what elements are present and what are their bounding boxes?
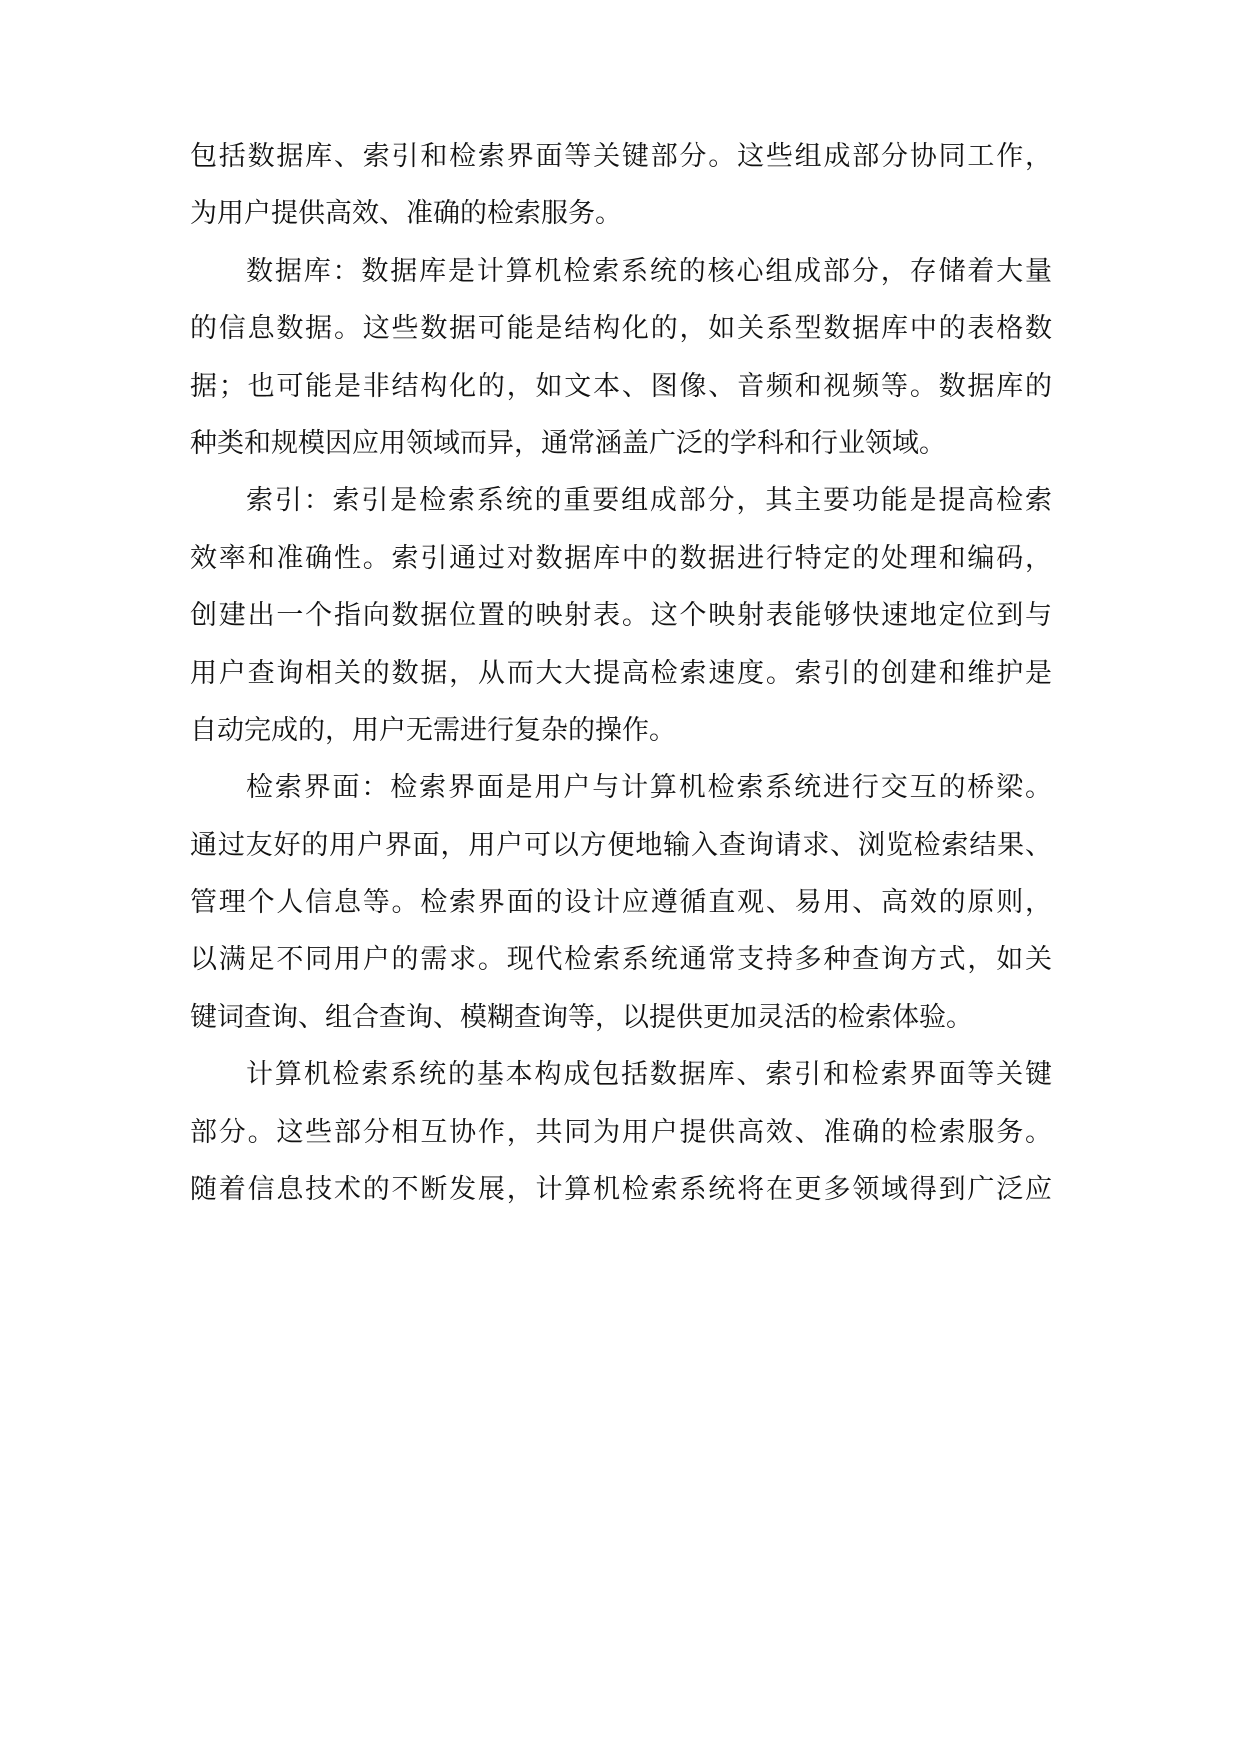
text-line: 种类和规模因应用领域而异，通常涵盖广泛的学科和行业领域。 xyxy=(190,427,946,459)
body-text xyxy=(190,128,1052,1218)
text-line: 数据库：数据库是计算机检索系统的核心组成部分，存储着大量 xyxy=(246,255,1052,287)
text-line: 的信息数据。这些数据可能是结构化的，如关系型数据库中的表格数 xyxy=(190,313,1052,345)
text-line: 用户查询相关的数据，从而大大提高检索速度。索引的创建和维护是 xyxy=(190,657,1052,689)
text-line: 索引：索引是检索系统的重要组成部分，其主要功能是提高检索 xyxy=(246,485,1052,517)
text-line: 据；也可能是非结构化的，如文本、图像、音频和视频等。数据库的 xyxy=(190,370,1052,402)
text-line: 管理个人信息等。检索界面的设计应遵循直观、易用、高效的原则， xyxy=(190,887,1052,919)
text-line: 效率和准确性。索引通过对数据库中的数据进行特定的处理和编码， xyxy=(190,542,1052,574)
text-line: 键词查询、组合查询、模糊查询等，以提供更加灵活的检索体验。 xyxy=(190,1001,973,1033)
text-line: 部分。这些部分相互协作，共同为用户提供高效、准确的检索服务。 xyxy=(190,1116,1052,1148)
text-line: 包括数据库、索引和检索界面等关键部分。这些组成部分协同工作， xyxy=(190,141,1052,172)
text-line: 计算机检索系统的基本构成包括数据库、索引和检索界面等关键 xyxy=(246,1059,1052,1091)
text-line: 为用户提供高效、准确的检索服务。 xyxy=(190,198,622,230)
text-line: 以满足不同用户的需求。现代检索系统通常支持多种查询方式，如关 xyxy=(190,944,1052,976)
text-line: 通过友好的用户界面，用户可以方便地输入查询请求、浏览检索结果、 xyxy=(190,829,1052,861)
text-line: 随着信息技术的不断发展，计算机检索系统将在更多领域得到广泛应 xyxy=(190,1174,1052,1206)
text-line: 检索界面：检索界面是用户与计算机检索系统进行交互的桥梁。 xyxy=(246,772,1052,804)
text-line: 自动完成的，用户无需进行复杂的操作。 xyxy=(190,714,676,746)
text-line: 创建出一个指向数据位置的映射表。这个映射表能够快速地定位到与 xyxy=(190,600,1052,632)
